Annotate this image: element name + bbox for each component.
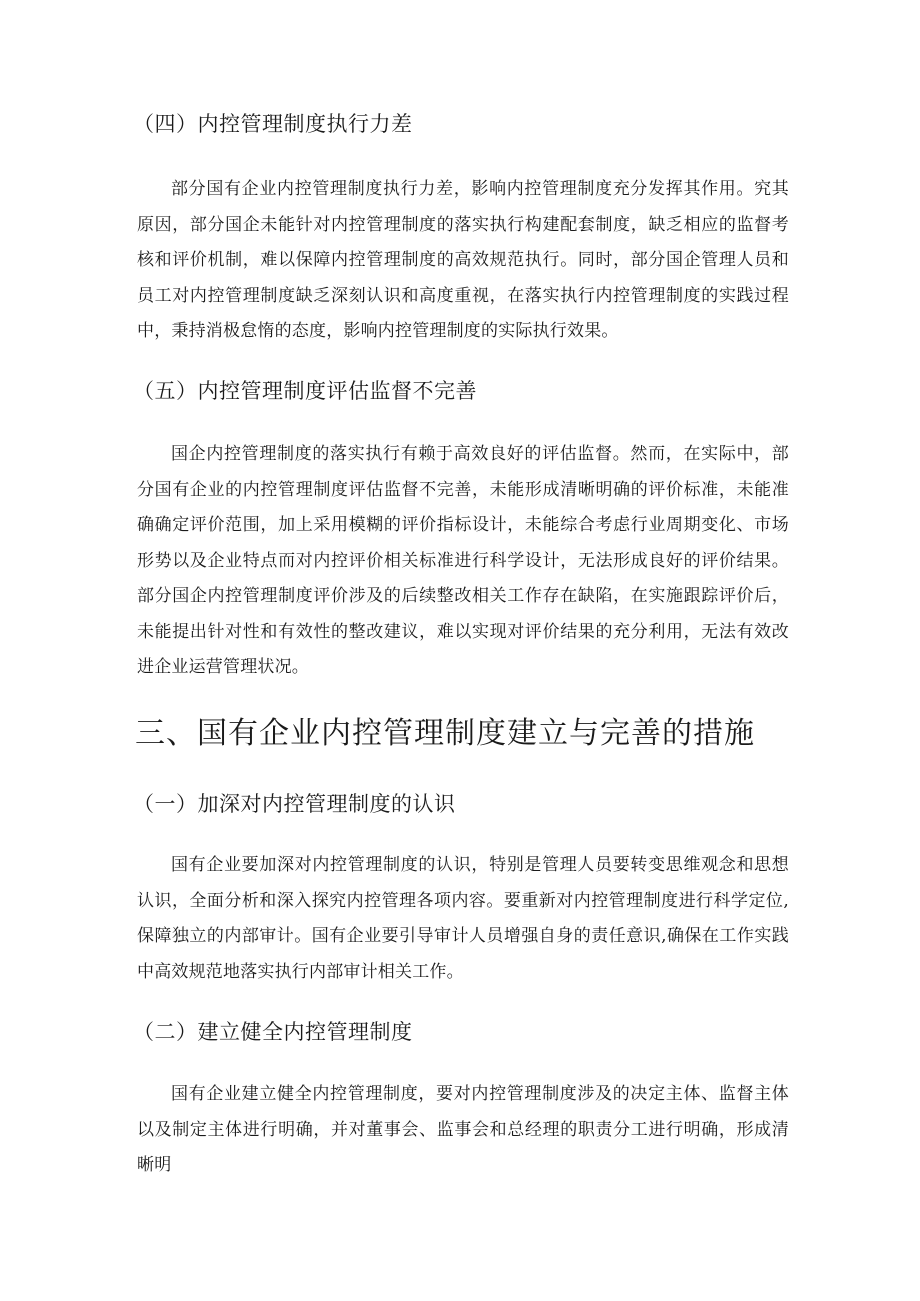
paragraph-deepen-understanding: 国有企业要加深对内控管理制度的认识，特别是管理人员要转变思维观念和思想认识，全面分析和深入探究内控管理各项内容。要重新对内控管理制度进行科学定位,保障独立的内部审计。国有企业要引导审计人员增强自身的责任意识,确保在工作实践中高效规范地落实执行内部审计相关工作。	[137, 855, 789, 982]
paragraph-evaluation-supervision: 国企内控管理制度的落实执行有赖于高效良好的评估监督。然而，在实际中，部分国有企业的内控管理制度评估监督不完善，未能形成清晰明确的评价标准，未能准确确定评价范围，加上采用模糊的评价指标设计，未能综合考虑行业周期变化、市场形势以及企业特点而对内控评价相关标准进行科学设计，无法形成良好的评价结果。部分国企内控管理制度评价涉及的后续整改相关工作存在缺陷，在实施跟踪评价后，未能提出针对性和有效性的整改建议，难以实现对评价结果的充分利用，无法有效改进企业运营管理状况。	[137, 444, 789, 677]
paragraph-establish-system: 国有企业建立健全内控管理制度，要对内控管理制度涉及的决定主体、监督主体以及制定主体进行明确，并对董事会、监事会和总经理的职责分工进行明确，形成清晰明	[137, 1084, 789, 1175]
paragraph-execution-weakness: 部分国有企业内控管理制度执行力差，影响内控管理制度充分发挥其作用。究其原因，部分国企未能针对内控管理制度的落实执行构建配套制度，缺乏相应的监督考核和评价机制，难以保障内控管理制度的高效规范执行。同时，部分国企管理人员和员工对内控管理制度缺乏深刻认识和高度重视，在落实执行内控管理制度的实践过程中，秉持消极怠惰的态度，影响内控管理制度的实际执行效果。	[137, 179, 789, 341]
subheading-establish-system: （二）建立健全内控管理制度	[133, 1020, 413, 1044]
subheading-evaluation-supervision: （五）内控管理制度评估监督不完善	[133, 379, 477, 403]
subheading-deepen-understanding: （一）加深对内控管理制度的认识	[133, 792, 456, 816]
subheading-execution-weakness: （四）内控管理制度执行力差	[133, 112, 413, 136]
section-heading-measures: 三、国有企业内控管理制度建立与完善的措施	[135, 716, 755, 751]
